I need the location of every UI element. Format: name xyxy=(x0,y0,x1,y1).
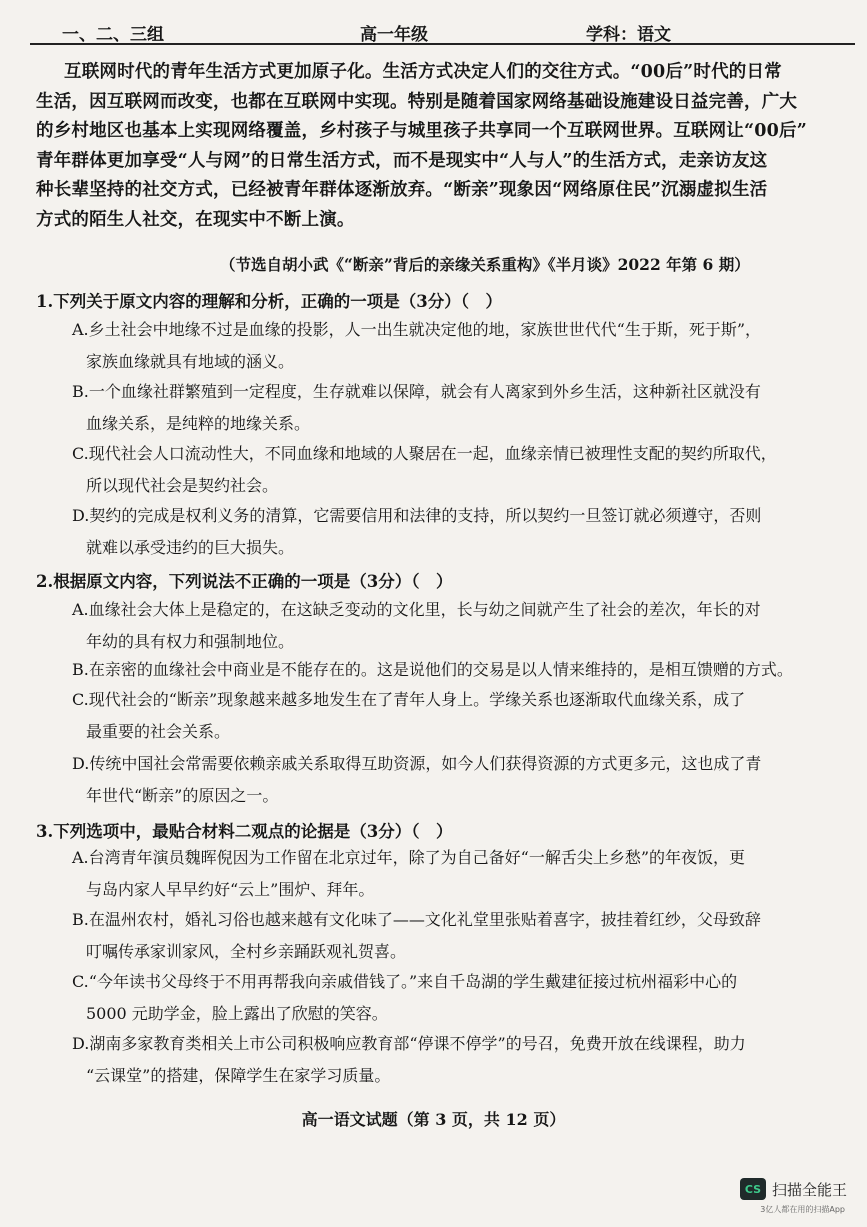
question-2-option-a[interactable] xyxy=(72,594,832,658)
question-1-option-d[interactable] xyxy=(72,500,832,564)
option-line: A.台湾青年演员魏晖倪因为工作留在北京过年，除了为自己备好“一解舌尖上乡愁”的年夜饭，更 xyxy=(72,848,746,867)
option-line: 年幼的具有权力和强制地位。 xyxy=(86,632,295,651)
question-3-option-d[interactable] xyxy=(72,1028,832,1092)
question-3-option-c[interactable] xyxy=(72,966,832,1030)
header-rule xyxy=(30,43,855,45)
question-3-stem: 3.下列选项中，最贴合材料二观点的论据是（3分）（ ） xyxy=(36,822,453,841)
option-line: 就难以承受违约的巨大损失。 xyxy=(86,538,295,557)
page-footer: 高一语文试题（第 3 页，共 12 页） xyxy=(301,1110,566,1129)
option-line: 叮嘱传承家训家风，全村乡亲踊跃观礼贺喜。 xyxy=(86,942,407,961)
header-grade: 高一年级 xyxy=(360,25,428,45)
option-line: 所以现代社会是契约社会。 xyxy=(86,476,279,495)
question-3-option-b[interactable] xyxy=(72,904,832,968)
question-2-option-b[interactable] xyxy=(72,654,832,686)
question-2-stem: 2.根据原文内容，下列说法不正确的一项是（3分）（ ） xyxy=(36,572,453,591)
passage-line: 互联网时代的青年生活方式更加原子化。生活方式决定人们的交往方式。“00后”时代的日常 xyxy=(64,62,782,82)
passage-source: （节选自胡小武《“断亲”背后的亲缘关系重构》《半月谈》2022 年第 6 期） xyxy=(220,255,750,274)
question-1-option-c[interactable] xyxy=(72,438,832,502)
option-line: B.在亲密的血缘社会中商业是不能存在的。这是说他们的交易是以人情来维持的，是相互馈赠的方式。 xyxy=(72,660,793,679)
option-line: D.契约的完成是权利义务的清算，它需要信用和法律的支持，所以契约一旦签订就必须遵守，否则 xyxy=(72,506,762,525)
option-line: B.在温州农村，婚礼习俗也越来越有文化味了——文化礼堂里张贴着喜字，披挂着红纱，父母致辞 xyxy=(72,910,761,929)
scanner-app-name: 扫描全能王 xyxy=(771,1180,847,1199)
option-line: 5000 元助学金，脸上露出了欣慰的笑容。 xyxy=(86,1004,388,1023)
question-1-option-b[interactable] xyxy=(72,376,832,440)
question-3-option-a[interactable] xyxy=(72,842,832,906)
header-group: 一、二、三组 xyxy=(62,25,164,45)
option-line: 最重要的社会关系。 xyxy=(86,722,231,741)
passage-line: 方式的陌生人社交，在现实中不断上演。 xyxy=(36,209,355,230)
option-line: A.乡土社会中地缘不过是血缘的投影，人一出生就决定他的地，家族世世代代“生于斯，死于斯”， xyxy=(72,320,762,339)
option-line: 血缘关系，是纯粹的地缘关系。 xyxy=(86,414,311,433)
question-1-option-a[interactable] xyxy=(72,314,832,378)
passage-line: 的乡村地区也基本上实现网络覆盖，乡村孩子与城里孩子共享同一个互联网世界。互联网让“00后” xyxy=(36,121,807,141)
option-line: “云课堂”的搭建，保障学生在家学习质量。 xyxy=(86,1066,391,1085)
header-subject: 学科：语文 xyxy=(586,25,671,45)
passage-line: 种长辈坚持的社交方式，已经被青年群体逐渐放弃。“断亲”现象因“网络原住民”沉溺虚拟生活 xyxy=(36,180,768,200)
option-line: D.湖南多家教育类相关上市公司积极响应教育部“停课不停学”的号召，免费开放在线课程，助力 xyxy=(72,1034,746,1053)
scanner-logo-icon: CS xyxy=(740,1178,766,1200)
option-line: 年世代“断亲”的原因之一。 xyxy=(86,786,279,805)
passage-line: 生活，因互联网而改变，也都在互联网中实现。特别是随着国家网络基础设施建设日益完善，广大 xyxy=(36,91,798,112)
option-line: A.血缘社会大体上是稳定的，在这缺乏变动的文化里，长与幼之间就产生了社会的差次，年长的对 xyxy=(72,600,761,619)
option-line: C.现代社会人口流动性大，不同血缘和地域的人聚居在一起，血缘亲情已被理性支配的契约所取代， xyxy=(72,444,777,463)
scanner-tagline: 3亿人都在用的扫描App xyxy=(760,1205,845,1214)
question-2-option-d[interactable] xyxy=(72,748,832,812)
passage-paragraph xyxy=(36,58,836,235)
option-line: C.“今年读书父母终于不用再帮我向亲戚借钱了。”来自千岛湖的学生戴建征接过杭州福彩中心的 xyxy=(72,972,738,991)
option-line: 家族血缘就具有地域的涵义。 xyxy=(86,352,295,371)
option-line: 与岛内家人早早约好“云上”围炉、拜年。 xyxy=(86,880,375,899)
option-line: C.现代社会的“断亲”现象越来越多地发生在了青年人身上。学缘关系也逐渐取代血缘关系，成了 xyxy=(72,690,746,709)
option-line: D.传统中国社会常需要依赖亲戚关系取得互助资源，如今人们获得资源的方式更多元，这也成了青 xyxy=(72,754,762,773)
question-2-option-c[interactable] xyxy=(72,684,832,748)
question-1-stem: 1.下列关于原文内容的理解和分析，正确的一项是（3分）（ ） xyxy=(36,292,502,311)
scanner-watermark xyxy=(740,1178,847,1200)
passage-line: 青年群体更加享受“人与网”的日常生活方式，而不是现实中“人与人”的生活方式，走亲访友这 xyxy=(36,150,768,171)
option-line: B.一个血缘社群繁殖到一定程度，生存就难以保障，就会有人离家到外乡生活，这种新社区就没有 xyxy=(72,382,761,401)
